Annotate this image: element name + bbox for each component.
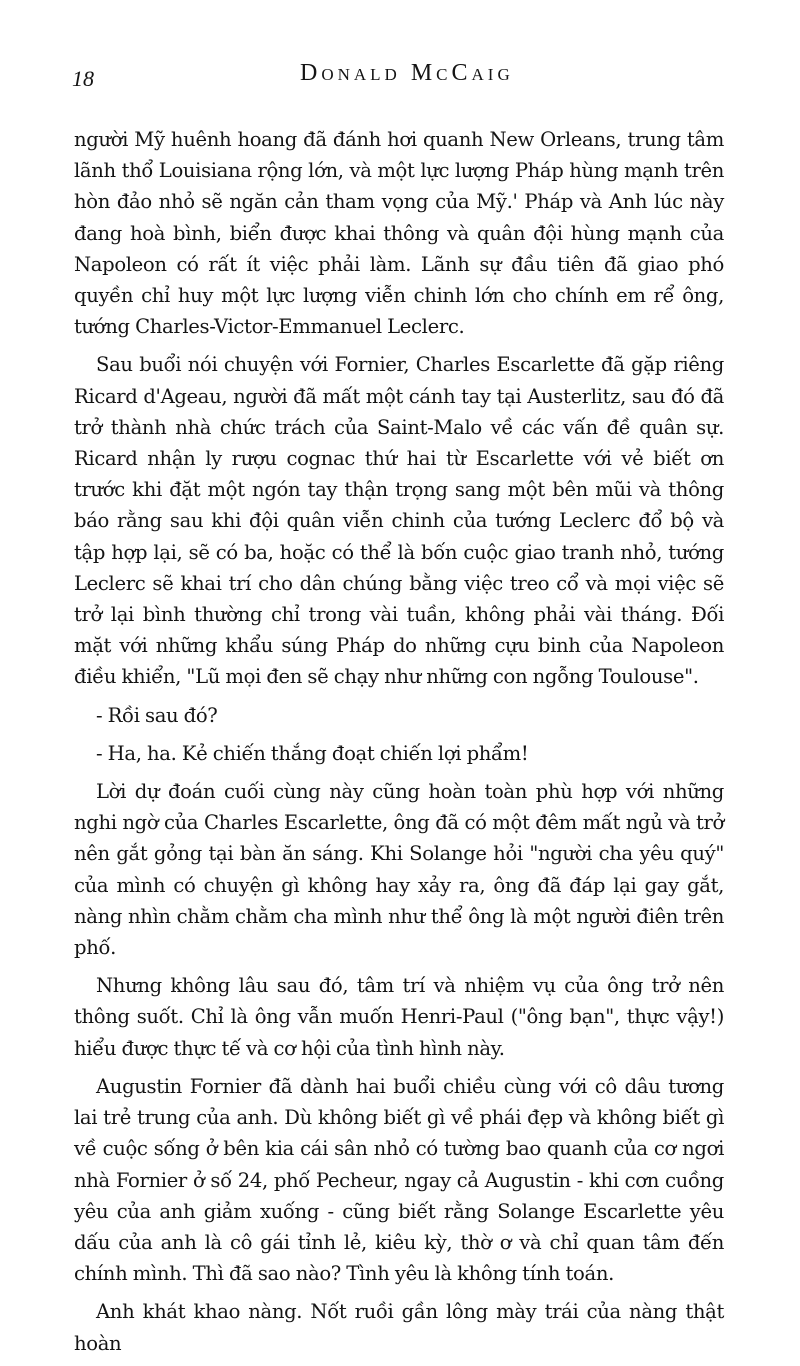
paragraph: Anh khát khao nàng. Nốt ruồi gần lông mày trái của nàng thật hoàn — [74, 1300, 724, 1355]
page-number: 18 — [72, 66, 94, 91]
body-text — [74, 124, 724, 1366]
paragraph: người Mỹ huênh hoang đã đánh hơi quanh New Orleans, trung tâm lãnh thổ Louisiana rộng lớn, và một lực lượng Pháp hùng mạnh trên hòn đảo nhỏ sẽ ngăn cản tham vọng của Mỹ.' Pháp và Anh lúc này đang hoà bình, biển được khai thông và quân đội hùng mạnh của Napoleon có rất ít việc phải làm. Lãnh sự đầu tiên đã giao phó quyền chỉ huy một lực lượng viễn chinh lớn cho chính em rể ông, tướng Charles-Victor-Emmanuel Leclerc. — [74, 128, 724, 339]
dialogue-line: - Ha, ha. Kẻ chiến thắng đoạt chiến lợi phẩm! — [96, 741, 529, 765]
page-header — [72, 58, 730, 98]
running-head-author: Donald McCaig — [300, 60, 514, 86]
dialogue-line: - Rồi sau đó? — [96, 703, 218, 727]
paragraph: Augustin Fornier đã dành hai buổi chiều cùng với cô dâu tương lai trẻ trung của anh. Dù không biết gì về phái đẹp và không biết gì về cuộc sống ở bên kia cái sân nhỏ có tường bao quanh của cơ ngơi nhà Fornier ở số 24, phố Pecheur, ngay cả Augustin - khi cơn cuồng yêu của anh giảm xuống - cũng biết rằng Solange Escarlette yêu dấu của anh là cô gái tỉnh lẻ, kiêu kỳ, thờ ơ và chỉ quan tâm đến chính mình. Thì đã sao nào? Tình yêu là không tính toán. — [74, 1074, 724, 1286]
paragraph: Lời dự đoán cuối cùng này cũng hoàn toàn phù hợp với những nghi ngờ của Charles Escarlette, ông đã có một đêm mất ngủ và trở nên gắt gỏng tại bàn ăn sáng. Khi Solange hỏi "người cha yêu quý" của mình có chuyện gì không hay xảy ra, ông đã đáp lại gay gắt, nàng nhìn chằm chằm cha mình như thể ông là một người điên trên phố. — [74, 780, 724, 960]
paragraph: Nhưng không lâu sau đó, tâm trí và nhiệm vụ của ông trở nên thông suốt. Chỉ là ông vẫn muốn Henri-Paul ("ông bạn", thực vậy!) hiểu được thực tế và cơ hội của tình hình này. — [74, 974, 724, 1060]
paragraph: Sau buổi nói chuyện với Fornier, Charles Escarlette đã gặp riêng Ricard d'Ageau, người đã mất một cánh tay tại Austerlitz, sau đó đã trở thành nhà chức trách của Saint-Malo về các vấn đề quân sự. Ricard nhận ly rượu cognac thứ hai từ Escarlette với vẻ biết ơn trước khi đặt một ngón tay thận trọng sang một bên mũi và thông báo rằng sau khi đội quân viễn chinh của tướng Leclerc đổ bộ và tập hợp lại, sẽ có ba, hoặc có thể là bốn cuộc giao tranh nhỏ, tướng Leclerc sẽ khai trí cho dân chúng bằng việc treo cổ và mọi việc sẽ trở lại bình thường chỉ trong vài tuần, không phải vài tháng. Đối mặt với những khẩu súng Pháp do những cựu binh của Napoleon điều khiển, "Lũ mọi đen sẽ chạy như những con ngỗng Toulouse". — [74, 353, 724, 689]
